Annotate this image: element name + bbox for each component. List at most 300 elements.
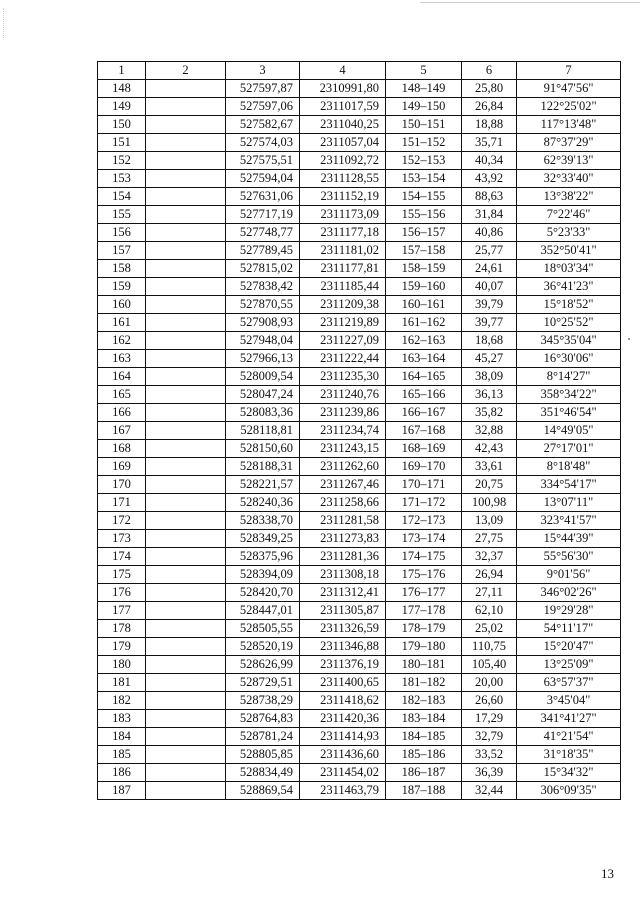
notes-cell <box>146 134 226 152</box>
bearing-cell: 32°33'40" <box>517 170 621 188</box>
segment-cell: 161–162 <box>386 314 462 332</box>
x-coordinate-cell: 528188,31 <box>226 458 300 476</box>
bearing-cell: 122°25'02" <box>517 98 621 116</box>
segment-cell: 185–186 <box>386 746 462 764</box>
point-number-cell: 169 <box>98 458 146 476</box>
segment-cell: 160–161 <box>386 296 462 314</box>
point-number-cell: 149 <box>98 98 146 116</box>
table-row <box>98 530 621 548</box>
y-coordinate-cell: 2311376,19 <box>300 656 386 674</box>
y-coordinate-cell: 2311463,79 <box>300 782 386 800</box>
bearing-cell: 8°18'48" <box>517 458 621 476</box>
point-number-cell: 153 <box>98 170 146 188</box>
distance-cell: 43,92 <box>462 170 517 188</box>
distance-cell: 25,02 <box>462 620 517 638</box>
y-coordinate-cell: 2311414,93 <box>300 728 386 746</box>
segment-cell: 182–183 <box>386 692 462 710</box>
point-number-cell: 148 <box>98 80 146 98</box>
y-coordinate-cell: 2311128,55 <box>300 170 386 188</box>
point-number-cell: 178 <box>98 620 146 638</box>
distance-cell: 32,88 <box>462 422 517 440</box>
y-coordinate-cell: 2311308,18 <box>300 566 386 584</box>
segment-cell: 164–165 <box>386 368 462 386</box>
distance-cell: 17,29 <box>462 710 517 728</box>
point-number-cell: 186 <box>98 764 146 782</box>
bearing-cell: 341°41'27" <box>517 710 621 728</box>
table-row <box>98 278 621 296</box>
notes-cell <box>146 152 226 170</box>
distance-cell: 36,13 <box>462 386 517 404</box>
point-number-cell: 175 <box>98 566 146 584</box>
table-row <box>98 602 621 620</box>
bearing-cell: 36°41'23" <box>517 278 621 296</box>
y-coordinate-cell: 2311219,89 <box>300 314 386 332</box>
y-coordinate-cell: 2310991,80 <box>300 80 386 98</box>
segment-cell: 180–181 <box>386 656 462 674</box>
y-coordinate-cell: 2311273,83 <box>300 530 386 548</box>
point-number-cell: 176 <box>98 584 146 602</box>
segment-cell: 167–168 <box>386 422 462 440</box>
margin-dots <box>3 8 4 38</box>
bearing-cell: 15°18'52" <box>517 296 621 314</box>
x-coordinate-cell: 528083,36 <box>226 404 300 422</box>
y-coordinate-cell: 2311305,87 <box>300 602 386 620</box>
segment-cell: 177–178 <box>386 602 462 620</box>
notes-cell <box>146 80 226 98</box>
table-header <box>98 62 621 80</box>
distance-cell: 40,34 <box>462 152 517 170</box>
bearing-cell: 19°29'28" <box>517 602 621 620</box>
bearing-cell: 13°07'11" <box>517 494 621 512</box>
table-row <box>98 566 621 584</box>
x-coordinate-cell: 527815,02 <box>226 260 300 278</box>
distance-cell: 40,86 <box>462 224 517 242</box>
y-coordinate-cell: 2311177,18 <box>300 224 386 242</box>
point-number-cell: 160 <box>98 296 146 314</box>
column-header-1: 1 <box>98 62 146 80</box>
segment-cell: 151–152 <box>386 134 462 152</box>
bearing-cell: 15°44'39" <box>517 530 621 548</box>
point-number-cell: 167 <box>98 422 146 440</box>
x-coordinate-cell: 528375,96 <box>226 548 300 566</box>
bearing-cell: 345°35'04" <box>517 332 621 350</box>
table-row <box>98 296 621 314</box>
point-number-cell: 164 <box>98 368 146 386</box>
x-coordinate-cell: 528420,70 <box>226 584 300 602</box>
x-coordinate-cell: 527948,04 <box>226 332 300 350</box>
table-row <box>98 674 621 692</box>
distance-cell: 25,80 <box>462 80 517 98</box>
notes-cell <box>146 620 226 638</box>
bearing-cell: 27°17'01" <box>517 440 621 458</box>
x-coordinate-cell: 527908,93 <box>226 314 300 332</box>
notes-cell <box>146 440 226 458</box>
bearing-cell: 8°14'27" <box>517 368 621 386</box>
point-number-cell: 159 <box>98 278 146 296</box>
distance-cell: 110,75 <box>462 638 517 656</box>
table-row <box>98 224 621 242</box>
y-coordinate-cell: 2311227,09 <box>300 332 386 350</box>
bearing-cell: 5°23'33" <box>517 224 621 242</box>
segment-cell: 168–169 <box>386 440 462 458</box>
distance-cell: 100,98 <box>462 494 517 512</box>
point-number-cell: 156 <box>98 224 146 242</box>
distance-cell: 38,09 <box>462 368 517 386</box>
bearing-cell: 346°02'26" <box>517 584 621 602</box>
segment-cell: 184–185 <box>386 728 462 746</box>
segment-cell: 187–188 <box>386 782 462 800</box>
point-number-cell: 184 <box>98 728 146 746</box>
table-row <box>98 332 621 350</box>
x-coordinate-cell: 528626,99 <box>226 656 300 674</box>
segment-cell: 170–171 <box>386 476 462 494</box>
table-row <box>98 368 621 386</box>
segment-cell: 174–175 <box>386 548 462 566</box>
bearing-cell: 13°25'09" <box>517 656 621 674</box>
notes-cell <box>146 332 226 350</box>
page-number: 13 <box>601 866 614 881</box>
y-coordinate-cell: 2311017,59 <box>300 98 386 116</box>
y-coordinate-cell: 2311400,65 <box>300 674 386 692</box>
x-coordinate-cell: 527582,67 <box>226 116 300 134</box>
point-number-cell: 170 <box>98 476 146 494</box>
y-coordinate-cell: 2311240,76 <box>300 386 386 404</box>
table-row <box>98 692 621 710</box>
point-number-cell: 150 <box>98 116 146 134</box>
y-coordinate-cell: 2311281,58 <box>300 512 386 530</box>
x-coordinate-cell: 528505,55 <box>226 620 300 638</box>
bearing-cell: 15°34'32" <box>517 764 621 782</box>
notes-cell <box>146 314 226 332</box>
distance-cell: 32,37 <box>462 548 517 566</box>
distance-cell: 32,44 <box>462 782 517 800</box>
x-coordinate-cell: 528781,24 <box>226 728 300 746</box>
table-row <box>98 422 621 440</box>
point-number-cell: 172 <box>98 512 146 530</box>
distance-cell: 26,60 <box>462 692 517 710</box>
distance-cell: 27,11 <box>462 584 517 602</box>
notes-cell <box>146 422 226 440</box>
table-row <box>98 152 621 170</box>
header-row <box>98 62 621 80</box>
point-number-cell: 180 <box>98 656 146 674</box>
bearing-cell: 63°57'37" <box>517 674 621 692</box>
x-coordinate-cell: 527717,19 <box>226 206 300 224</box>
notes-cell <box>146 584 226 602</box>
distance-cell: 36,39 <box>462 764 517 782</box>
segment-cell: 148–149 <box>386 80 462 98</box>
notes-cell <box>146 746 226 764</box>
point-number-cell: 171 <box>98 494 146 512</box>
point-number-cell: 174 <box>98 548 146 566</box>
distance-cell: 45,27 <box>462 350 517 368</box>
y-coordinate-cell: 2311281,36 <box>300 548 386 566</box>
distance-cell: 27,75 <box>462 530 517 548</box>
notes-cell <box>146 548 226 566</box>
point-number-cell: 152 <box>98 152 146 170</box>
notes-cell <box>146 242 226 260</box>
notes-cell <box>146 116 226 134</box>
segment-cell: 175–176 <box>386 566 462 584</box>
table-row <box>98 242 621 260</box>
distance-cell: 18,68 <box>462 332 517 350</box>
x-coordinate-cell: 528118,81 <box>226 422 300 440</box>
point-number-cell: 181 <box>98 674 146 692</box>
notes-cell <box>146 476 226 494</box>
top-rule <box>420 2 640 3</box>
table-row <box>98 98 621 116</box>
x-coordinate-cell: 528221,57 <box>226 476 300 494</box>
table-row <box>98 260 621 278</box>
point-number-cell: 155 <box>98 206 146 224</box>
x-coordinate-cell: 528047,24 <box>226 386 300 404</box>
x-coordinate-cell: 528447,01 <box>226 602 300 620</box>
coordinates-table <box>97 61 621 800</box>
distance-cell: 88,63 <box>462 188 517 206</box>
y-coordinate-cell: 2311262,60 <box>300 458 386 476</box>
notes-cell <box>146 350 226 368</box>
point-number-cell: 162 <box>98 332 146 350</box>
x-coordinate-cell: 528150,60 <box>226 440 300 458</box>
distance-cell: 26,94 <box>462 566 517 584</box>
bearing-cell: 54°11'17" <box>517 620 621 638</box>
table-row <box>98 782 621 800</box>
y-coordinate-cell: 2311454,02 <box>300 764 386 782</box>
notes-cell <box>146 404 226 422</box>
table-row <box>98 728 621 746</box>
table-row <box>98 746 621 764</box>
x-coordinate-cell: 527574,03 <box>226 134 300 152</box>
y-coordinate-cell: 2311258,66 <box>300 494 386 512</box>
notes-cell <box>146 674 226 692</box>
column-header-3: 3 <box>226 62 300 80</box>
segment-cell: 158–159 <box>386 260 462 278</box>
distance-cell: 40,07 <box>462 278 517 296</box>
bearing-cell: 15°20'47" <box>517 638 621 656</box>
point-number-cell: 179 <box>98 638 146 656</box>
bearing-cell: 117°13'48" <box>517 116 621 134</box>
point-number-cell: 163 <box>98 350 146 368</box>
segment-cell: 172–173 <box>386 512 462 530</box>
x-coordinate-cell: 528240,36 <box>226 494 300 512</box>
table-row <box>98 206 621 224</box>
x-coordinate-cell: 528834,49 <box>226 764 300 782</box>
notes-cell <box>146 98 226 116</box>
x-coordinate-cell: 528009,54 <box>226 368 300 386</box>
x-coordinate-cell: 527870,55 <box>226 296 300 314</box>
segment-cell: 163–164 <box>386 350 462 368</box>
bearing-cell: 31°18'35" <box>517 746 621 764</box>
distance-cell: 18,88 <box>462 116 517 134</box>
bearing-cell: 55°56'30" <box>517 548 621 566</box>
x-coordinate-cell: 527789,45 <box>226 242 300 260</box>
segment-cell: 159–160 <box>386 278 462 296</box>
segment-cell: 179–180 <box>386 638 462 656</box>
table-row <box>98 764 621 782</box>
distance-cell: 26,84 <box>462 98 517 116</box>
x-coordinate-cell: 527594,04 <box>226 170 300 188</box>
point-number-cell: 151 <box>98 134 146 152</box>
column-header-5: 5 <box>386 62 462 80</box>
segment-cell: 156–157 <box>386 224 462 242</box>
x-coordinate-cell: 528349,25 <box>226 530 300 548</box>
segment-cell: 162–163 <box>386 332 462 350</box>
bearing-cell: 91°47'56" <box>517 80 621 98</box>
bearing-cell: 41°21'54" <box>517 728 621 746</box>
bearing-cell: 306°09'35" <box>517 782 621 800</box>
point-number-cell: 168 <box>98 440 146 458</box>
x-coordinate-cell: 527631,06 <box>226 188 300 206</box>
bearing-cell: 351°46'54" <box>517 404 621 422</box>
point-number-cell: 158 <box>98 260 146 278</box>
point-number-cell: 173 <box>98 530 146 548</box>
bearing-cell: 13°38'22" <box>517 188 621 206</box>
distance-cell: 105,40 <box>462 656 517 674</box>
distance-cell: 33,61 <box>462 458 517 476</box>
column-header-2: 2 <box>146 62 226 80</box>
notes-cell <box>146 602 226 620</box>
point-number-cell: 154 <box>98 188 146 206</box>
distance-cell: 62,10 <box>462 602 517 620</box>
point-number-cell: 182 <box>98 692 146 710</box>
notes-cell <box>146 494 226 512</box>
side-mark <box>628 338 630 340</box>
distance-cell: 35,71 <box>462 134 517 152</box>
notes-cell <box>146 566 226 584</box>
y-coordinate-cell: 2311185,44 <box>300 278 386 296</box>
table-row <box>98 404 621 422</box>
segment-cell: 150–151 <box>386 116 462 134</box>
segment-cell: 171–172 <box>386 494 462 512</box>
notes-cell <box>146 188 226 206</box>
distance-cell: 20,75 <box>462 476 517 494</box>
point-number-cell: 166 <box>98 404 146 422</box>
y-coordinate-cell: 2311243,15 <box>300 440 386 458</box>
distance-cell: 25,77 <box>462 242 517 260</box>
table-row <box>98 638 621 656</box>
table-row <box>98 458 621 476</box>
x-coordinate-cell: 527838,42 <box>226 278 300 296</box>
segment-cell: 173–174 <box>386 530 462 548</box>
distance-cell: 13,09 <box>462 512 517 530</box>
column-header-7: 7 <box>517 62 621 80</box>
x-coordinate-cell: 528738,29 <box>226 692 300 710</box>
table-row <box>98 440 621 458</box>
notes-cell <box>146 710 226 728</box>
notes-cell <box>146 656 226 674</box>
notes-cell <box>146 512 226 530</box>
table-row <box>98 188 621 206</box>
distance-cell: 39,77 <box>462 314 517 332</box>
y-coordinate-cell: 2311152,19 <box>300 188 386 206</box>
bearing-cell: 334°54'17" <box>517 476 621 494</box>
segment-cell: 176–177 <box>386 584 462 602</box>
y-coordinate-cell: 2311420,36 <box>300 710 386 728</box>
distance-cell: 32,79 <box>462 728 517 746</box>
y-coordinate-cell: 2311222,44 <box>300 350 386 368</box>
bearing-cell: 7°22'46" <box>517 206 621 224</box>
table-row <box>98 494 621 512</box>
y-coordinate-cell: 2311267,46 <box>300 476 386 494</box>
x-coordinate-cell: 527748,77 <box>226 224 300 242</box>
segment-cell: 183–184 <box>386 710 462 728</box>
segment-cell: 165–166 <box>386 386 462 404</box>
table-row <box>98 710 621 728</box>
segment-cell: 166–167 <box>386 404 462 422</box>
table-row <box>98 620 621 638</box>
segment-cell: 181–182 <box>386 674 462 692</box>
x-coordinate-cell: 527597,06 <box>226 98 300 116</box>
table-row <box>98 134 621 152</box>
notes-cell <box>146 386 226 404</box>
bearing-cell: 358°34'22" <box>517 386 621 404</box>
table-row <box>98 170 621 188</box>
segment-cell: 157–158 <box>386 242 462 260</box>
table-row <box>98 350 621 368</box>
y-coordinate-cell: 2311057,04 <box>300 134 386 152</box>
distance-cell: 31,84 <box>462 206 517 224</box>
bearing-cell: 9°01'56" <box>517 566 621 584</box>
segment-cell: 178–179 <box>386 620 462 638</box>
y-coordinate-cell: 2311418,62 <box>300 692 386 710</box>
notes-cell <box>146 368 226 386</box>
bearing-cell: 87°37'29" <box>517 134 621 152</box>
x-coordinate-cell: 528805,85 <box>226 746 300 764</box>
distance-cell: 20,00 <box>462 674 517 692</box>
bearing-cell: 62°39'13" <box>517 152 621 170</box>
notes-cell <box>146 692 226 710</box>
y-coordinate-cell: 2311040,25 <box>300 116 386 134</box>
x-coordinate-cell: 528729,51 <box>226 674 300 692</box>
y-coordinate-cell: 2311177,81 <box>300 260 386 278</box>
notes-cell <box>146 764 226 782</box>
notes-cell <box>146 224 226 242</box>
notes-cell <box>146 782 226 800</box>
y-coordinate-cell: 2311234,74 <box>300 422 386 440</box>
notes-cell <box>146 260 226 278</box>
point-number-cell: 161 <box>98 314 146 332</box>
y-coordinate-cell: 2311326,59 <box>300 620 386 638</box>
y-coordinate-cell: 2311181,02 <box>300 242 386 260</box>
notes-cell <box>146 530 226 548</box>
y-coordinate-cell: 2311173,09 <box>300 206 386 224</box>
column-header-4: 4 <box>300 62 386 80</box>
notes-cell <box>146 638 226 656</box>
y-coordinate-cell: 2311436,60 <box>300 746 386 764</box>
table-row <box>98 512 621 530</box>
table-row <box>98 476 621 494</box>
segment-cell: 154–155 <box>386 188 462 206</box>
x-coordinate-cell: 528338,70 <box>226 512 300 530</box>
table-row <box>98 386 621 404</box>
distance-cell: 42,43 <box>462 440 517 458</box>
table-body <box>98 80 621 800</box>
bearing-cell: 323°41'57" <box>517 512 621 530</box>
notes-cell <box>146 728 226 746</box>
distance-cell: 33,52 <box>462 746 517 764</box>
distance-cell: 35,82 <box>462 404 517 422</box>
segment-cell: 155–156 <box>386 206 462 224</box>
y-coordinate-cell: 2311092,72 <box>300 152 386 170</box>
table-row <box>98 314 621 332</box>
y-coordinate-cell: 2311239,86 <box>300 404 386 422</box>
bearing-cell: 10°25'52" <box>517 314 621 332</box>
segment-cell: 149–150 <box>386 98 462 116</box>
point-number-cell: 177 <box>98 602 146 620</box>
distance-cell: 39,79 <box>462 296 517 314</box>
table-row <box>98 548 621 566</box>
segment-cell: 153–154 <box>386 170 462 188</box>
